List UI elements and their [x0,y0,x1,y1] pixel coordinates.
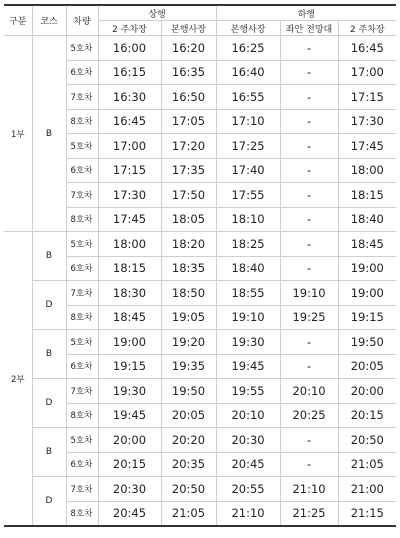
header-down-col-observatory: 좌안 전망대 [280,21,338,36]
time-cell: 17:00 [98,134,161,159]
time-cell: 17:35 [161,158,216,183]
time-cell: 17:30 [338,109,396,134]
time-cell: 19:00 [338,256,396,281]
time-cell: 19:00 [98,330,161,355]
time-cell: 19:00 [338,281,396,306]
time-cell: 20:00 [338,379,396,404]
vehicle-cell: 8호차 [66,305,98,330]
time-cell: 16:25 [216,36,280,61]
time-cell: 18:40 [216,256,280,281]
time-cell: - [280,134,338,159]
header-down: 하행 [216,5,396,21]
vehicle-cell: 6호차 [66,158,98,183]
time-cell: 20:15 [98,452,161,477]
time-cell: 16:40 [216,60,280,85]
time-cell: - [280,330,338,355]
time-cell: 17:45 [338,134,396,159]
time-cell: 18:05 [161,207,216,232]
time-cell: 19:45 [216,354,280,379]
part-cell: 2부 [4,232,32,527]
header-gubun: 구분 [4,5,32,36]
course-cell: D [32,477,66,527]
time-cell: 19:35 [161,354,216,379]
time-cell: 21:25 [280,501,338,526]
time-cell: 19:10 [280,281,338,306]
vehicle-cell: 7호차 [66,85,98,110]
time-cell: 18:35 [161,256,216,281]
time-cell: - [280,207,338,232]
course-cell: B [32,36,66,232]
time-cell: 19:50 [161,379,216,404]
vehicle-cell: 8호차 [66,501,98,526]
vehicle-cell: 7호차 [66,477,98,502]
time-cell: - [280,452,338,477]
time-cell: 16:20 [161,36,216,61]
time-cell: 20:10 [216,403,280,428]
table-row [4,379,396,404]
time-cell: 21:10 [216,501,280,526]
time-cell: 17:00 [338,60,396,85]
time-cell: 18:50 [161,281,216,306]
time-cell: 19:30 [98,379,161,404]
vehicle-cell: 6호차 [66,256,98,281]
course-cell: D [32,281,66,330]
course-cell: D [32,379,66,428]
time-cell: 20:45 [216,452,280,477]
time-cell: 19:05 [161,305,216,330]
course-cell: B [32,232,66,281]
time-cell: 19:45 [98,403,161,428]
time-cell: 16:50 [161,85,216,110]
header-course: 코스 [32,5,66,36]
vehicle-cell: 8호차 [66,109,98,134]
time-cell: 17:50 [161,183,216,208]
time-cell: 18:40 [338,207,396,232]
time-cell: 19:20 [161,330,216,355]
time-cell: 19:30 [216,330,280,355]
time-cell: - [280,428,338,453]
time-cell: 18:30 [98,281,161,306]
time-cell: 18:00 [338,158,396,183]
time-cell: 21:05 [161,501,216,526]
time-cell: 20:05 [161,403,216,428]
time-cell: 16:15 [98,60,161,85]
vehicle-cell: 5호차 [66,134,98,159]
time-cell: 21:15 [338,501,396,526]
header-vehicle: 차량 [66,5,98,36]
time-cell: 20:50 [338,428,396,453]
time-cell: 16:35 [161,60,216,85]
shuttle-schedule-table [4,4,396,527]
time-cell: - [280,232,338,257]
vehicle-cell: 8호차 [66,403,98,428]
vehicle-cell: 5호차 [66,232,98,257]
vehicle-cell: 7호차 [66,379,98,404]
vehicle-cell: 5호차 [66,330,98,355]
time-cell: 20:30 [98,477,161,502]
time-cell: 16:30 [98,85,161,110]
vehicle-cell: 6호차 [66,452,98,477]
time-cell: - [280,158,338,183]
part-cell: 1부 [4,36,32,232]
time-cell: 16:45 [338,36,396,61]
time-cell: 20:10 [280,379,338,404]
vehicle-cell: 7호차 [66,281,98,306]
time-cell: - [280,85,338,110]
time-cell: 17:15 [98,158,161,183]
vehicle-cell: 7호차 [66,183,98,208]
time-cell: 18:45 [338,232,396,257]
table-row [4,477,396,502]
table-row [4,36,396,61]
time-cell: 18:20 [161,232,216,257]
time-cell: 17:15 [338,85,396,110]
time-cell: 16:55 [216,85,280,110]
time-cell: 20:55 [216,477,280,502]
time-cell: - [280,354,338,379]
header-down-col-parking2: 2 주차장 [338,21,396,36]
time-cell: 20:25 [280,403,338,428]
time-cell: 20:15 [338,403,396,428]
table-body [4,36,396,527]
vehicle-cell: 6호차 [66,354,98,379]
header-up: 상행 [98,5,216,21]
time-cell: 19:15 [98,354,161,379]
vehicle-cell: 6호차 [66,60,98,85]
time-cell: 18:25 [216,232,280,257]
time-cell: 17:55 [216,183,280,208]
time-cell: 17:10 [216,109,280,134]
vehicle-cell: 5호차 [66,428,98,453]
time-cell: 17:25 [216,134,280,159]
time-cell: 18:45 [98,305,161,330]
time-cell: - [280,256,338,281]
table-row [4,428,396,453]
course-cell: B [32,330,66,379]
time-cell: 17:45 [98,207,161,232]
time-cell: 18:10 [216,207,280,232]
time-cell: 19:15 [338,305,396,330]
time-cell: 19:50 [338,330,396,355]
time-cell: 21:10 [280,477,338,502]
time-cell: 18:15 [98,256,161,281]
course-cell: B [32,428,66,477]
time-cell: 20:00 [98,428,161,453]
header-up-col-parking2: 2 주차장 [98,21,161,36]
header-down-col-venue: 본행사장 [216,21,280,36]
time-cell: 18:15 [338,183,396,208]
time-cell: 20:50 [161,477,216,502]
table-row [4,330,396,355]
time-cell: 19:55 [216,379,280,404]
time-cell: 21:05 [338,452,396,477]
time-cell: 19:25 [280,305,338,330]
time-cell: 16:45 [98,109,161,134]
time-cell: 17:40 [216,158,280,183]
table-row [4,281,396,306]
vehicle-cell: 8호차 [66,207,98,232]
time-cell: 18:55 [216,281,280,306]
header-up-col-venue: 본행사장 [161,21,216,36]
time-cell: 20:20 [161,428,216,453]
time-cell: - [280,60,338,85]
time-cell: - [280,183,338,208]
time-cell: 16:00 [98,36,161,61]
time-cell: 20:45 [98,501,161,526]
table-header [4,5,396,36]
time-cell: 19:10 [216,305,280,330]
time-cell: - [280,36,338,61]
time-cell: 18:00 [98,232,161,257]
table-row [4,232,396,257]
vehicle-cell: 5호차 [66,36,98,61]
time-cell: 17:30 [98,183,161,208]
time-cell: 20:30 [216,428,280,453]
time-cell: 21:00 [338,477,396,502]
time-cell: - [280,109,338,134]
time-cell: 17:05 [161,109,216,134]
time-cell: 20:05 [338,354,396,379]
time-cell: 17:20 [161,134,216,159]
time-cell: 20:35 [161,452,216,477]
